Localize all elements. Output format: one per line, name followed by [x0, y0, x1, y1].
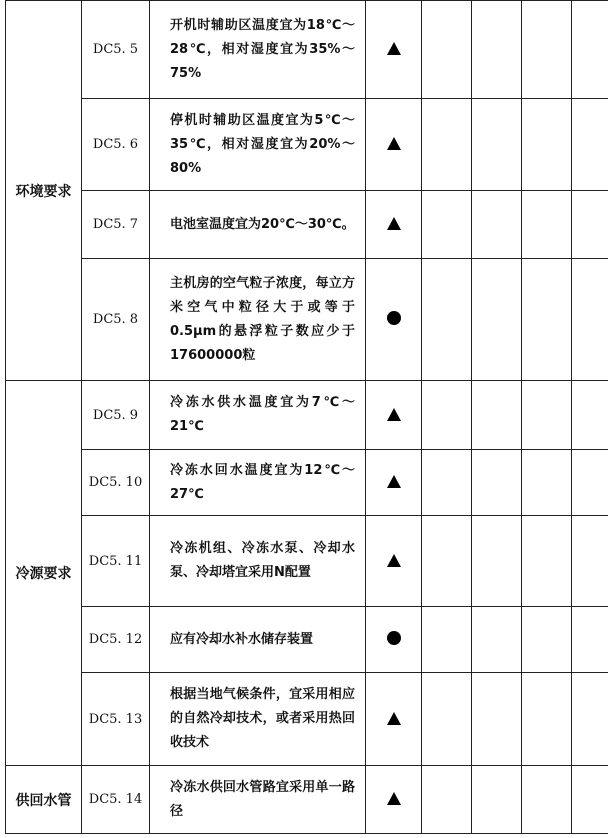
triangle-icon — [387, 217, 401, 230]
row-text: 电池室温度宜为20℃～30℃。 — [150, 191, 366, 259]
group-label-cold: 冷源要求 — [6, 381, 82, 766]
table-row — [6, 607, 608, 673]
row-text: 冷冻机组、冷冻水泵、冷却水泵、冷却塔宜采用N配置 — [150, 516, 366, 607]
row-text: 主机房的空气粒子浓度，每立方米空气中粒径大于或等于0.5μm的悬浮粒子数应少于17600000粒 — [150, 259, 366, 381]
triangle-icon — [387, 712, 401, 725]
table-row — [6, 516, 608, 607]
triangle-icon — [387, 475, 401, 488]
triangle-icon — [387, 408, 401, 421]
row-code: DC5. 10 — [82, 450, 150, 516]
row-text: 应有冷却水补水储存装置 — [150, 607, 366, 673]
table-row — [6, 1, 608, 99]
table-row — [6, 259, 608, 381]
row-text: 冷冻水供回水管路宜采用单一路径 — [150, 766, 366, 834]
triangle-icon — [387, 792, 401, 805]
row-text: 根据当地气候条件，宜采用相应的自然冷却技术，或者采用热回收技术 — [150, 673, 366, 766]
row-code: DC5. 5 — [82, 1, 150, 99]
table-row — [6, 766, 608, 834]
row-code: DC5. 6 — [82, 99, 150, 191]
row-code: DC5. 12 — [82, 607, 150, 673]
table-row — [6, 381, 608, 450]
circle-icon — [387, 631, 401, 645]
row-code: DC5. 7 — [82, 191, 150, 259]
table-row — [6, 673, 608, 766]
triangle-icon — [387, 42, 401, 55]
table-row — [6, 191, 608, 259]
row-code: DC5. 14 — [82, 766, 150, 834]
requirements-table — [5, 0, 608, 834]
row-code: DC5. 9 — [82, 381, 150, 450]
row-text: 冷冻水供水温度宜为7℃～21℃ — [150, 381, 366, 450]
row-code: DC5. 13 — [82, 673, 150, 766]
row-code: DC5. 11 — [82, 516, 150, 607]
triangle-icon — [387, 137, 401, 150]
row-text: 开机时辅助区温度宜为18℃～28℃，相对湿度宜为35%～75% — [150, 1, 366, 99]
table-row — [6, 99, 608, 191]
row-text: 停机时辅助区温度宜为5℃～35℃，相对湿度宜为20%～80% — [150, 99, 366, 191]
table-row — [6, 450, 608, 516]
circle-icon — [387, 311, 401, 325]
triangle-icon — [387, 554, 401, 567]
group-label-env: 环境要求 — [6, 1, 82, 381]
row-code: DC5. 8 — [82, 259, 150, 381]
group-label-pipe: 供回水管 — [6, 766, 82, 834]
row-text: 冷冻水回水温度宜为12℃～27℃ — [150, 450, 366, 516]
